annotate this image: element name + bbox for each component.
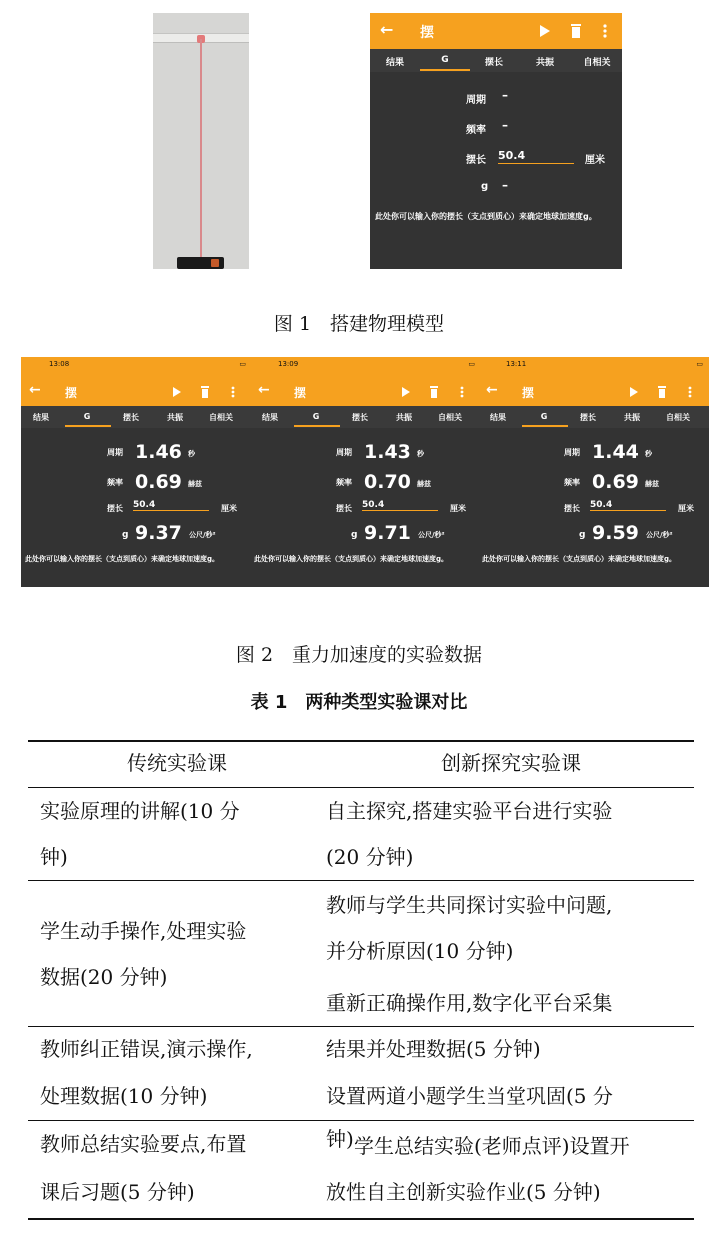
status-bar — [250, 357, 481, 378]
app-help-note: 此处你可以输入你的摆长（支点到质心）来确定地球加速度g。 — [482, 555, 677, 563]
tab-resonance[interactable]: 共振 — [624, 413, 640, 422]
status-time: 13:11 — [506, 360, 527, 368]
tab-autocorrelation[interactable]: 自相关 — [209, 413, 233, 422]
right-line: 设置两道小题学生当堂巩固(5 分 — [326, 1084, 613, 1108]
tab-autocorrelation[interactable]: 自相关 — [583, 58, 611, 68]
length-input[interactable]: 50.4 — [498, 149, 574, 164]
right-line: 钟) — [326, 1127, 354, 1151]
left-line: 学生动手操作,处理实验 — [40, 919, 247, 943]
period-label: 周期 — [107, 448, 123, 457]
table1-title: 表 1 两种类型实验课对比 — [250, 692, 468, 713]
tab-length[interactable]: 摆长 — [580, 413, 596, 422]
trash-icon[interactable] — [201, 386, 209, 398]
figure2-caption: 图 2 重力加速度的实验数据 — [235, 644, 483, 666]
g-unit: 公尺/秒² — [418, 531, 445, 539]
app-toolbar — [370, 13, 622, 49]
frequency-value: 0.69 — [592, 471, 639, 493]
tab-resonance[interactable]: 共振 — [535, 58, 554, 68]
left-line: 钟) — [40, 845, 68, 869]
status-time: 13:08 — [49, 360, 70, 368]
g-value: – — [502, 178, 508, 192]
frequency-label: 频率 — [107, 478, 123, 487]
tab-results[interactable]: 结果 — [385, 58, 404, 68]
right-line: 学生总结实验(老师点评)设置开 — [354, 1134, 630, 1158]
tab-g[interactable]: G — [540, 412, 548, 421]
trash-icon[interactable] — [571, 24, 581, 38]
app-help-note: 此处你可以输入你的摆长（支点到质心）来确定地球加速度g。 — [254, 555, 449, 563]
tab-length[interactable]: 摆长 — [484, 58, 503, 68]
app-tabs — [478, 406, 709, 428]
more-icon[interactable] — [688, 386, 692, 398]
period-value: – — [502, 88, 508, 102]
app-toolbar — [250, 378, 481, 406]
g-label: g — [579, 530, 586, 540]
g-value: 9.59 — [592, 522, 639, 544]
period-value: 1.44 — [592, 441, 639, 463]
app-title: 摆 — [294, 386, 307, 400]
status-bar — [478, 357, 709, 378]
g-value: 9.37 — [135, 522, 182, 544]
table-top-rule — [28, 740, 694, 742]
length-unit: 厘米 — [450, 504, 466, 513]
frequency-label: 频率 — [564, 478, 580, 487]
header-traditional: 传统实验课 — [127, 751, 227, 775]
g-label: g — [351, 530, 358, 540]
phone-camera — [211, 259, 219, 267]
active-tab-indicator — [65, 425, 111, 427]
tab-autocorrelation[interactable]: 自相关 — [438, 413, 462, 422]
length-input[interactable]: 50.4 — [590, 500, 666, 511]
figure1-caption: 图 1 搭建物理模型 — [273, 313, 445, 335]
app-toolbar — [478, 378, 709, 406]
length-unit: 厘米 — [221, 504, 237, 513]
result-screen-3 — [478, 357, 709, 587]
row-divider — [28, 1026, 694, 1027]
pendulum-app-screen — [370, 13, 622, 269]
right-line: 教师与学生共同探讨实验中问题, — [326, 893, 613, 917]
play-icon[interactable] — [630, 387, 638, 397]
right-line: (20 分钟) — [326, 845, 414, 869]
g-label: g — [481, 181, 489, 192]
left-line: 教师纠正错误,演示操作, — [40, 1037, 253, 1061]
right-line: 自主探究,搭建实验平台进行实验 — [326, 799, 613, 823]
app-title: 摆 — [522, 386, 535, 400]
length-unit: 厘米 — [585, 155, 605, 166]
period-value: 1.46 — [135, 441, 182, 463]
tab-autocorrelation[interactable]: 自相关 — [666, 413, 690, 422]
battery-icon: ▭ — [239, 360, 246, 368]
period-label: 周期 — [466, 95, 486, 106]
g-unit: 公尺/秒² — [189, 531, 216, 539]
play-icon[interactable] — [540, 25, 550, 37]
active-tab-indicator — [420, 69, 470, 71]
app-help-note: 此处你可以输入你的摆长（支点到质心）来确定地球加速度g。 — [25, 555, 220, 563]
pendulum-string — [200, 39, 202, 257]
play-icon[interactable] — [173, 387, 181, 397]
result-screen-2 — [250, 357, 481, 587]
more-icon[interactable] — [231, 386, 235, 398]
g-value: 9.71 — [364, 522, 411, 544]
back-arrow-icon[interactable]: ← — [258, 382, 270, 398]
frequency-label: 频率 — [336, 478, 352, 487]
right-line: 结果并处理数据(5 分钟) — [326, 1037, 541, 1061]
period-value: 1.43 — [364, 441, 411, 463]
status-time: 13:09 — [278, 360, 299, 368]
frequency-label: 频率 — [466, 125, 486, 136]
app-title: 摆 — [65, 386, 78, 400]
active-tab-indicator — [294, 425, 340, 427]
frequency-unit: 赫兹 — [417, 480, 431, 488]
app-tabs — [21, 406, 252, 428]
right-line: 并分析原因(10 分钟) — [326, 939, 514, 963]
left-line: 课后习题(5 分钟) — [40, 1180, 195, 1204]
length-label: 摆长 — [466, 155, 486, 166]
frequency-value: – — [502, 118, 508, 132]
tab-results[interactable]: 结果 — [490, 413, 506, 422]
tab-g[interactable]: G — [83, 412, 91, 421]
length-label: 摆长 — [107, 504, 123, 513]
tab-results[interactable]: 结果 — [262, 413, 278, 422]
tab-resonance[interactable]: 共振 — [167, 413, 183, 422]
right-line: 放性自主创新实验作业(5 分钟) — [326, 1180, 601, 1204]
table-bottom-rule — [28, 1218, 694, 1220]
header-innovative: 创新探究实验课 — [441, 751, 581, 775]
length-label: 摆长 — [336, 504, 352, 513]
status-bar — [21, 357, 252, 378]
left-line: 教师总结实验要点,布置 — [40, 1132, 247, 1156]
app-toolbar — [21, 378, 252, 406]
tab-length[interactable]: 摆长 — [123, 413, 139, 422]
frequency-value: 0.69 — [135, 471, 182, 493]
left-line: 实验原理的讲解(10 分 — [40, 799, 240, 823]
length-input[interactable]: 50.4 — [133, 500, 209, 511]
pendulum-photo — [153, 13, 249, 269]
active-tab-indicator — [522, 425, 568, 427]
right-line: 重新正确操作用,数字化平台采集 — [326, 991, 613, 1015]
tab-length[interactable]: 摆长 — [352, 413, 368, 422]
period-unit: 秒 — [417, 450, 424, 458]
tab-g[interactable]: G — [312, 412, 320, 421]
period-label: 周期 — [336, 448, 352, 457]
left-line: 处理数据(10 分钟) — [40, 1084, 208, 1108]
result-screen-1 — [21, 357, 252, 587]
tab-resonance[interactable]: 共振 — [396, 413, 412, 422]
trash-icon[interactable] — [430, 386, 438, 398]
frequency-unit: 赫兹 — [645, 480, 659, 488]
g-unit: 公尺/秒² — [646, 531, 673, 539]
back-arrow-icon[interactable]: ← — [486, 382, 498, 398]
frequency-unit: 赫兹 — [188, 480, 202, 488]
period-unit: 秒 — [645, 450, 652, 458]
period-label: 周期 — [564, 448, 580, 457]
more-icon[interactable] — [603, 24, 607, 38]
app-help-note: 此处你可以输入你的摆长（支点到质心）来确定地球加速度g。 — [375, 212, 597, 221]
trash-icon[interactable] — [658, 386, 666, 398]
tab-results[interactable]: 结果 — [33, 413, 49, 422]
back-arrow-icon[interactable]: ← — [29, 382, 41, 398]
left-line: 数据(20 分钟) — [40, 965, 168, 989]
app-tabs — [370, 49, 622, 72]
g-label: g — [122, 530, 129, 540]
length-label: 摆长 — [564, 504, 580, 513]
battery-icon: ▭ — [696, 360, 703, 368]
length-input[interactable]: 50.4 — [362, 500, 438, 511]
row-divider — [28, 880, 694, 881]
header-rule — [28, 787, 694, 788]
back-arrow-icon[interactable]: ← — [380, 20, 394, 39]
battery-icon: ▭ — [468, 360, 475, 368]
app-title: 摆 — [420, 25, 434, 41]
tab-g[interactable]: G — [441, 55, 449, 65]
more-icon[interactable] — [460, 386, 464, 398]
frequency-value: 0.70 — [364, 471, 411, 493]
app-tabs — [250, 406, 481, 428]
length-unit: 厘米 — [678, 504, 694, 513]
period-unit: 秒 — [188, 450, 195, 458]
play-icon[interactable] — [402, 387, 410, 397]
